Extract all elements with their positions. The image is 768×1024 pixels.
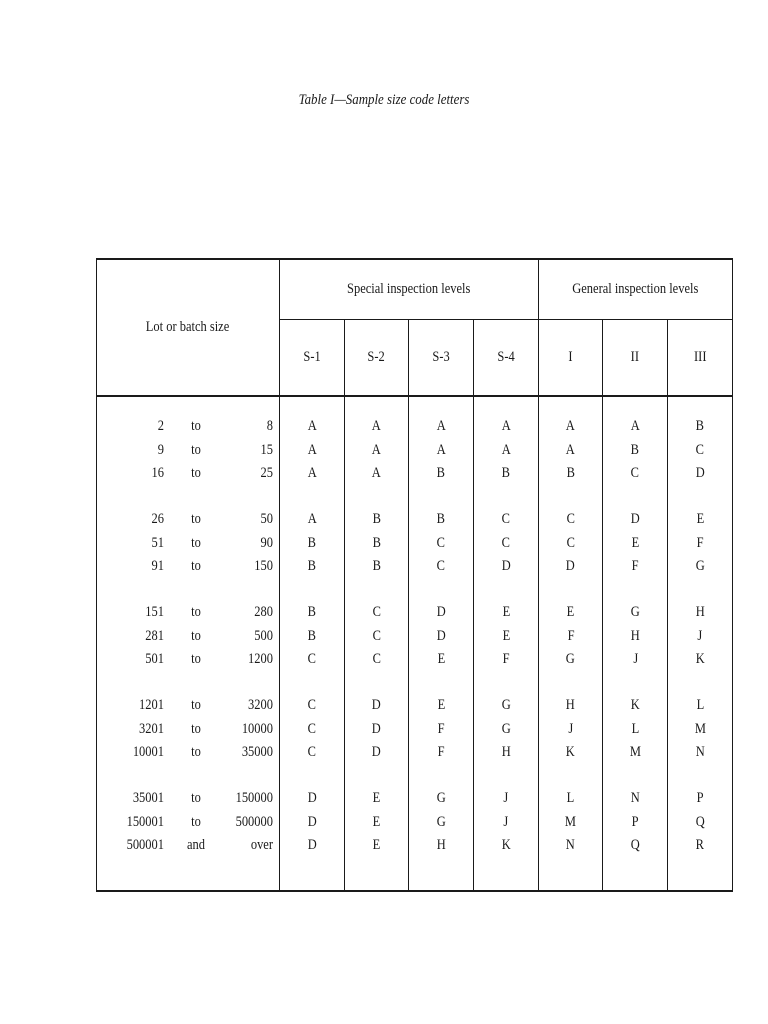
code-letter-cell <box>538 694 603 787</box>
level-header-s2 <box>344 320 409 397</box>
lot-size-to: 25 <box>260 465 273 481</box>
code-letter: D <box>307 813 317 830</box>
code-letter-cell <box>474 396 539 508</box>
code-letter: E <box>631 534 640 551</box>
code-letter: B <box>307 604 316 620</box>
code-letter: A <box>372 441 382 458</box>
level-header-ii <box>603 320 668 397</box>
lot-size-to: 500 <box>254 627 273 644</box>
level-header-i <box>538 320 603 397</box>
lot-size-to: 1200 <box>248 651 273 667</box>
lot-size-cell <box>97 601 280 694</box>
code-letter: G <box>436 790 446 806</box>
code-letter: J <box>568 720 574 737</box>
lot-size-connector: to <box>191 720 201 737</box>
code-letter: A <box>372 418 382 434</box>
sample-size-code-table <box>96 258 733 892</box>
code-letter: D <box>307 837 317 853</box>
code-letter: D <box>372 697 382 713</box>
code-letter-cell <box>668 694 733 787</box>
lot-size-range <box>97 625 279 649</box>
code-letter: C <box>631 465 640 481</box>
lot-size-connector: to <box>191 790 201 806</box>
code-letter-cell <box>409 508 474 601</box>
lot-size-connector: to <box>191 627 201 644</box>
level-header-s4 <box>474 320 539 397</box>
code-letter: J <box>503 813 509 830</box>
code-letter: D <box>307 790 317 806</box>
code-letter-cell <box>668 396 733 508</box>
code-letter: G <box>436 813 446 830</box>
code-letter: A <box>566 418 576 434</box>
code-letter: H <box>695 604 705 620</box>
code-letter: M <box>565 813 577 830</box>
code-letter: P <box>696 790 704 806</box>
level-header-s3 <box>409 320 474 397</box>
code-letter: F <box>437 720 445 737</box>
lot-size-from: 35001 <box>132 790 164 806</box>
code-letter-cell <box>409 396 474 508</box>
code-letter: K <box>566 744 576 760</box>
code-letter-cell <box>474 601 539 694</box>
code-letter-cell <box>668 787 733 891</box>
code-letter: A <box>307 511 317 527</box>
code-letter: Q <box>630 837 640 853</box>
code-letter: A <box>566 441 576 458</box>
code-letter-cell <box>603 396 668 508</box>
lot-size-range <box>97 718 279 742</box>
code-letter: C <box>307 720 316 737</box>
general-levels-header <box>538 259 732 320</box>
code-letter: G <box>566 651 576 667</box>
lot-size-from: 501 <box>145 651 164 667</box>
lot-size-to: 150000 <box>235 790 273 806</box>
code-letter: E <box>502 627 510 644</box>
lot-size-connector: to <box>191 604 201 620</box>
table-row-group <box>97 787 733 891</box>
lot-size-from: 3201 <box>139 720 164 737</box>
table-row-group <box>97 694 733 787</box>
lot-size-from: 10001 <box>132 744 164 760</box>
code-letter: B <box>566 465 575 481</box>
code-letter: D <box>436 604 446 620</box>
code-letter-cell <box>280 601 345 694</box>
code-letter-cell <box>538 601 603 694</box>
code-letter-cell <box>668 508 733 601</box>
code-letter: B <box>372 558 381 574</box>
code-letter: C <box>372 627 381 644</box>
lot-size-range <box>97 555 279 579</box>
code-letter: K <box>630 697 640 713</box>
code-letter-cell <box>280 787 345 891</box>
lot-size-connector: to <box>191 558 201 574</box>
lot-size-range <box>97 787 279 811</box>
code-letter: D <box>436 627 446 644</box>
code-letter: H <box>566 697 576 713</box>
code-letter-cell <box>603 601 668 694</box>
code-letter: H <box>630 627 640 644</box>
lot-size-range <box>97 508 279 532</box>
level-label: S-1 <box>303 349 321 365</box>
code-letter: G <box>630 604 640 620</box>
code-letter: D <box>372 744 382 760</box>
code-letter: A <box>436 418 446 434</box>
code-letter-cell <box>538 508 603 601</box>
lot-size-from: 500001 <box>126 837 164 853</box>
table-row-group <box>97 508 733 601</box>
code-letter-cell <box>603 787 668 891</box>
lot-size-to: 35000 <box>241 744 273 760</box>
lot-size-to: 90 <box>260 534 273 551</box>
table-body <box>97 396 733 891</box>
code-letter: R <box>695 837 705 853</box>
level-label: III <box>693 349 707 365</box>
lot-size-range <box>97 415 279 439</box>
lot-size-to: 280 <box>254 604 273 620</box>
code-letter: B <box>372 534 381 551</box>
lot-size-range <box>97 834 279 858</box>
lot-size-from: 151 <box>145 604 164 620</box>
code-letter: B <box>437 511 446 527</box>
code-letter-cell <box>344 787 409 891</box>
code-letter: B <box>437 465 446 481</box>
code-letter: B <box>307 534 316 551</box>
level-label: I <box>568 349 573 365</box>
code-letter: N <box>695 744 705 760</box>
code-letter-cell <box>409 601 474 694</box>
code-letter: A <box>307 465 317 481</box>
code-letter: J <box>632 651 638 667</box>
code-letter: A <box>307 441 317 458</box>
code-letter: F <box>631 558 639 574</box>
lot-size-cell <box>97 508 280 601</box>
lot-size-from: 281 <box>145 627 164 644</box>
code-letter: K <box>501 837 511 853</box>
lot-size-cell <box>97 787 280 891</box>
lot-size-from: 51 <box>151 534 164 551</box>
code-letter: E <box>372 837 381 853</box>
code-letter: C <box>372 651 381 667</box>
code-letter: F <box>437 744 445 760</box>
lot-size-from: 91 <box>151 558 164 574</box>
lot-size-connector: to <box>191 813 201 830</box>
code-letter: A <box>501 441 511 458</box>
code-letter: A <box>436 441 446 458</box>
lot-size-from: 150001 <box>126 813 164 830</box>
code-letter: E <box>372 813 381 830</box>
code-letter: G <box>501 697 511 713</box>
lot-size-header <box>97 259 280 396</box>
code-letter: P <box>631 813 639 830</box>
lot-size-to: 50 <box>260 511 273 527</box>
lot-size-connector: to <box>191 744 201 760</box>
code-letter: J <box>503 790 509 806</box>
lot-size-range <box>97 462 279 486</box>
code-letter: L <box>696 697 704 713</box>
lot-size-to: 500000 <box>235 813 273 830</box>
code-letter: N <box>566 837 576 853</box>
table-row-group <box>97 396 733 508</box>
special-levels-label: Special inspection levels <box>347 281 471 297</box>
code-letter: B <box>372 511 381 527</box>
code-letter-cell <box>474 508 539 601</box>
code-letter-cell <box>409 787 474 891</box>
code-letter: D <box>372 720 382 737</box>
lot-size-cell <box>97 694 280 787</box>
code-letter: F <box>567 627 575 644</box>
code-letter: K <box>695 651 705 667</box>
lot-size-connector: to <box>191 534 201 551</box>
code-letter: C <box>566 534 575 551</box>
code-letter: C <box>501 511 511 527</box>
code-letter: C <box>307 697 316 713</box>
code-letter: G <box>501 720 511 737</box>
code-letter-cell <box>668 601 733 694</box>
lot-size-from: 9 <box>157 441 164 458</box>
code-letter: B <box>631 441 640 458</box>
code-letter-cell <box>344 601 409 694</box>
code-letter: M <box>629 744 641 760</box>
code-letter-cell <box>603 508 668 601</box>
code-letter: E <box>372 790 381 806</box>
code-letter-cell <box>344 396 409 508</box>
code-letter: F <box>502 651 510 667</box>
lot-size-connector: to <box>191 418 201 434</box>
code-letter: M <box>694 720 706 737</box>
code-letter: E <box>502 604 510 620</box>
code-letter: C <box>437 558 446 574</box>
lot-size-to: 3200 <box>248 697 273 713</box>
lot-size-from: 2 <box>157 418 164 434</box>
lot-size-connector: to <box>191 441 201 458</box>
code-letter: B <box>307 558 316 574</box>
table-row-group <box>97 601 733 694</box>
code-letter: D <box>566 558 576 574</box>
lot-size-connector: to <box>191 511 201 527</box>
code-letter-cell <box>409 694 474 787</box>
code-letter-cell <box>474 787 539 891</box>
table-header <box>97 259 733 396</box>
code-letter: C <box>695 441 705 458</box>
code-letter-cell <box>280 396 345 508</box>
code-letter: E <box>696 511 704 527</box>
code-letter-cell <box>538 396 603 508</box>
lot-size-range <box>97 694 279 718</box>
level-header-s1 <box>280 320 345 397</box>
lot-size-cell <box>97 396 280 508</box>
code-letter-cell <box>474 694 539 787</box>
level-header-iii <box>668 320 733 397</box>
code-letter: C <box>307 651 316 667</box>
level-label: S-4 <box>497 349 515 365</box>
level-label: S-3 <box>432 349 450 365</box>
lot-size-to: 8 <box>266 418 273 434</box>
code-letter-cell <box>344 508 409 601</box>
special-levels-header <box>280 259 539 320</box>
code-letter: B <box>307 627 316 644</box>
code-letter: B <box>501 465 511 481</box>
code-letter: J <box>697 627 703 644</box>
lot-size-to: over <box>250 837 273 853</box>
level-label: II <box>631 349 640 365</box>
lot-size-connector: and <box>186 837 206 853</box>
code-letter: D <box>501 558 511 574</box>
level-label: S-2 <box>367 349 386 365</box>
lot-size-connector: to <box>191 465 201 481</box>
code-letter: E <box>437 651 446 667</box>
code-letter: N <box>630 790 640 806</box>
lot-size-header-label: Lot or batch size <box>146 319 230 335</box>
code-letter: H <box>501 744 511 760</box>
code-letter: D <box>630 511 640 527</box>
code-letter: H <box>436 837 446 853</box>
code-letter: D <box>695 465 705 481</box>
code-letter-cell <box>280 694 345 787</box>
code-letter: E <box>566 604 575 620</box>
code-letter: C <box>437 534 446 551</box>
code-letter: A <box>372 465 382 481</box>
lot-size-range <box>97 532 279 556</box>
lot-size-range <box>97 439 279 463</box>
code-letter-cell <box>538 787 603 891</box>
code-letter: E <box>437 697 446 713</box>
lot-size-connector: to <box>191 651 201 667</box>
lot-size-range <box>97 601 279 625</box>
lot-size-from: 26 <box>151 511 164 527</box>
code-letter: G <box>695 558 705 574</box>
lot-size-range <box>97 811 279 835</box>
code-letter: A <box>630 418 640 434</box>
lot-size-to: 10000 <box>241 720 273 737</box>
code-letter: B <box>695 418 705 434</box>
code-letter: C <box>307 744 316 760</box>
code-letter: C <box>372 604 381 620</box>
code-letter: A <box>501 418 511 434</box>
code-letter: A <box>307 418 317 434</box>
code-letter: Q <box>695 813 705 830</box>
code-letter-cell <box>280 508 345 601</box>
lot-size-connector: to <box>191 697 201 713</box>
lot-size-from: 16 <box>151 465 164 481</box>
code-letter-cell <box>344 694 409 787</box>
code-letter: C <box>566 511 575 527</box>
code-letter: L <box>566 790 575 806</box>
lot-size-range <box>97 648 279 672</box>
lot-size-range <box>97 741 279 765</box>
code-letter: C <box>501 534 511 551</box>
code-letter: L <box>631 720 640 737</box>
general-levels-label: General inspection levels <box>572 281 699 297</box>
lot-size-to: 15 <box>260 441 273 458</box>
table-caption: Table I—Sample size code letters <box>298 92 470 108</box>
code-letter-cell <box>603 694 668 787</box>
lot-size-to: 150 <box>254 558 273 574</box>
code-letter: F <box>696 534 704 551</box>
lot-size-from: 1201 <box>139 697 164 713</box>
